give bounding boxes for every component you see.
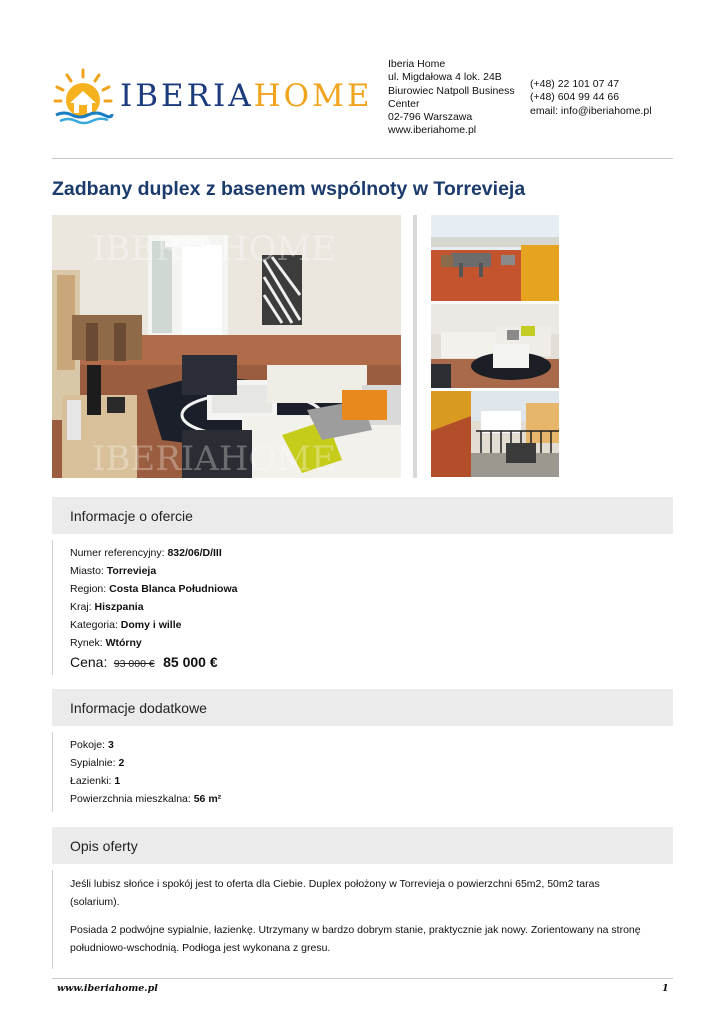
logo-text-home: HOME [253,78,373,114]
region-row [70,583,237,595]
country-label: Kraj: [70,601,95,613]
description-paragraph-1 [70,875,660,911]
description-header [52,827,673,864]
thumbnail-living-room [431,304,559,388]
living-area-label: Powierzchnia mieszkalna: [70,793,194,805]
bedrooms-value: 2 [118,757,125,769]
additional-info-header [52,689,673,726]
description-p2-line1: Posiada 2 podwójne sypialnie, łazienkę. Utrzymany w bardzo dobrym stanie, praktycznie jak nowy. Zorientowany na stronę [70,924,641,936]
listing-title: Zadbany duplex z basenem wspólnoty w Torrevieja [52,178,526,200]
address-building: Biurowiec Natpoll Business [388,84,515,97]
category-value: Domy i wille [120,619,182,631]
logo-text-iberia: IBERIA [120,78,254,114]
bathrooms-row [70,775,120,787]
description-p1-line2: (solarium). [70,896,120,908]
rooms-value: 3 [107,739,114,751]
price-row [70,654,218,672]
region-label: Region: [70,583,110,595]
contact-email: email: info@iberiahome.pl [530,104,652,117]
price-label: Cena: [70,654,108,670]
country-row [70,601,144,613]
living-area-value: 56 m² [193,793,222,805]
country-value: Hiszpania [94,601,144,613]
photo-watermark-bottom: IBERIAHOME [92,439,336,478]
reference-number-value: 832/06/D/III [167,547,222,559]
offer-info-heading: Informacje o ofercie [70,508,193,524]
address-building-cont: Center [388,97,420,110]
description-body [52,870,674,969]
footer-divider [52,978,673,979]
page-number: 1 [662,983,669,994]
market-row [70,637,142,649]
address-city: 02-796 Warszawa [388,111,473,124]
phone-1: (+48) 22 101 07 47 [530,78,620,90]
thumbnail-exterior [431,391,559,477]
phone-2: (+48) 604 99 44 66 [530,91,620,104]
rooms-label: Pokoje: [70,739,108,751]
market-label: Rynek: [70,637,106,649]
thumbnail-terrace [431,215,559,301]
offer-info-header [52,497,673,534]
footer-website: www.iberiahome.pl [57,983,158,994]
current-price: 85 000 € [163,654,218,670]
description-p2-line2: południowo-wschodnią. Podłoga jest wykonana z gresu. [70,942,331,954]
iberiahome-logo [52,66,373,126]
description-heading: Opis oferty [70,838,138,854]
additional-info-heading: Informacje dodatkowe [70,700,207,716]
bedrooms-row [70,757,124,769]
bedrooms-label: Sypialnie: [70,757,119,769]
city-label: Miasto: [70,565,107,577]
city-value: Torrevieja [106,565,157,577]
contact-info [530,78,680,118]
bathrooms-label: Łazienki: [70,775,115,787]
company-website: www.iberiahome.pl [388,124,477,137]
company-address [388,58,528,138]
rooms-row [70,739,114,751]
city-row [70,565,156,577]
main-photo-living-room [52,215,401,478]
old-price: 93 000 € [113,658,155,670]
photo-watermark: IBERIAHOME [92,229,336,269]
bathrooms-value: 1 [114,775,121,787]
reference-number-label: Numer referencyjny: [70,547,168,559]
company-name: Iberia Home [388,58,446,70]
market-value: Wtórny [105,637,142,649]
region-value: Costa Blanca Południowa [109,583,238,595]
additional-info-body [52,732,674,812]
sun-house-icon [52,66,114,126]
description-paragraph-2 [70,921,660,957]
address-street: ul. Migdałowa 4 lok. 24B [388,71,502,84]
description-p1-line1: Jeśli lubisz słońce i spokój jest to oferta dla Ciebie. Duplex położony w Torrevieja o powierzchni 65m2, 50m2 taras [70,878,600,890]
living-area-row [70,793,221,805]
category-label: Kategoria: [70,619,121,631]
header-divider [52,158,673,159]
category-row [70,619,181,631]
reference-number-row [70,547,222,559]
offer-info-body [52,540,674,675]
logo-wordmark [120,78,372,114]
photo-divider [413,215,417,478]
